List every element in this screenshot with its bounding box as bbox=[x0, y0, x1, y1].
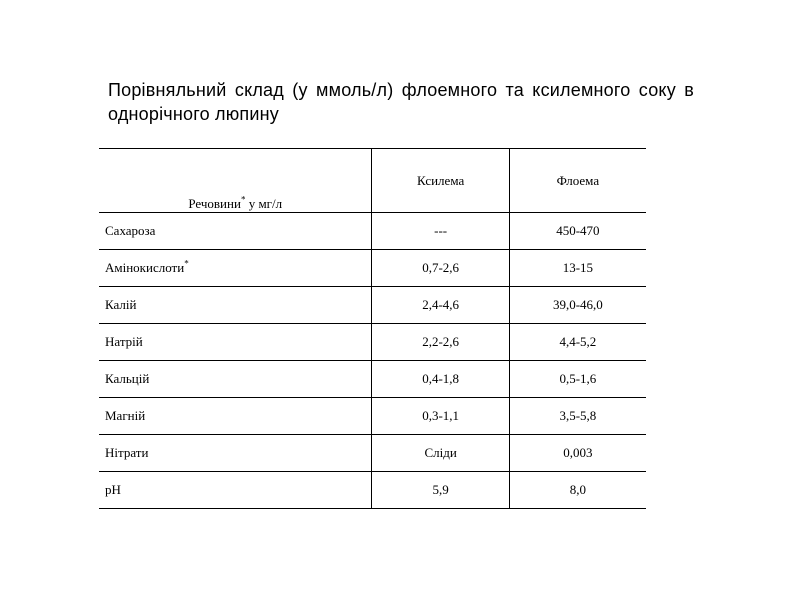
table-row bbox=[99, 472, 646, 509]
substance-cell bbox=[99, 250, 372, 287]
substance-cell bbox=[99, 324, 372, 361]
composition-table bbox=[99, 148, 646, 509]
xylem-value: --- bbox=[372, 213, 509, 250]
phloem-value: 8,0 bbox=[509, 472, 646, 509]
substance-cell bbox=[99, 398, 372, 435]
phloem-value: 3,5-5,8 bbox=[509, 398, 646, 435]
phloem-value: 39,0-46,0 bbox=[509, 287, 646, 324]
phloem-value: 4,4-5,2 bbox=[509, 324, 646, 361]
substance-cell bbox=[99, 472, 372, 509]
table-row bbox=[99, 361, 646, 398]
substance-cell bbox=[99, 287, 372, 324]
substance-name: Калій bbox=[105, 297, 137, 312]
phloem-value: 0,003 bbox=[509, 435, 646, 472]
xylem-value: 0,3-1,1 bbox=[372, 398, 509, 435]
table-row bbox=[99, 398, 646, 435]
header-substances-label: Речовини bbox=[188, 196, 241, 211]
substance-name: рН bbox=[105, 482, 121, 497]
phloem-value: 0,5-1,6 bbox=[509, 361, 646, 398]
substance-cell bbox=[99, 213, 372, 250]
table-row bbox=[99, 213, 646, 250]
phloem-value: 450-470 bbox=[509, 213, 646, 250]
phloem-value: 13-15 bbox=[509, 250, 646, 287]
substance-name: Магній bbox=[105, 408, 146, 423]
xylem-value: 0,7-2,6 bbox=[372, 250, 509, 287]
header-phloem: Флоема bbox=[509, 149, 646, 213]
xylem-value: 2,2-2,6 bbox=[372, 324, 509, 361]
table-row bbox=[99, 435, 646, 472]
table-row bbox=[99, 287, 646, 324]
substance-cell bbox=[99, 361, 372, 398]
substance-name: Нітрати bbox=[105, 445, 149, 460]
xylem-value: 2,4-4,6 bbox=[372, 287, 509, 324]
xylem-value: Сліди bbox=[372, 435, 509, 472]
xylem-value: 0,4-1,8 bbox=[372, 361, 509, 398]
substance-name: Натрій bbox=[105, 334, 143, 349]
xylem-value: 5,9 bbox=[372, 472, 509, 509]
substance-cell bbox=[99, 435, 372, 472]
substance-name: Амінокислоти bbox=[105, 260, 185, 275]
document-title: Порівняльний склад (у ммоль/л) флоемного та ксилемного соку в однорічного люпину bbox=[108, 80, 694, 124]
substance-name: Сахароза bbox=[105, 223, 156, 238]
table-row bbox=[99, 324, 646, 361]
table-header-row bbox=[99, 149, 646, 213]
header-substances-footnote-mark: * bbox=[240, 194, 246, 205]
substance-name: Кальцій bbox=[105, 371, 150, 386]
footnote-mark: * bbox=[184, 258, 189, 269]
table-row bbox=[99, 250, 646, 287]
header-substances bbox=[99, 149, 372, 213]
header-substances-unit: у мг/л bbox=[245, 196, 283, 211]
header-xylem: Ксилема bbox=[372, 149, 509, 213]
